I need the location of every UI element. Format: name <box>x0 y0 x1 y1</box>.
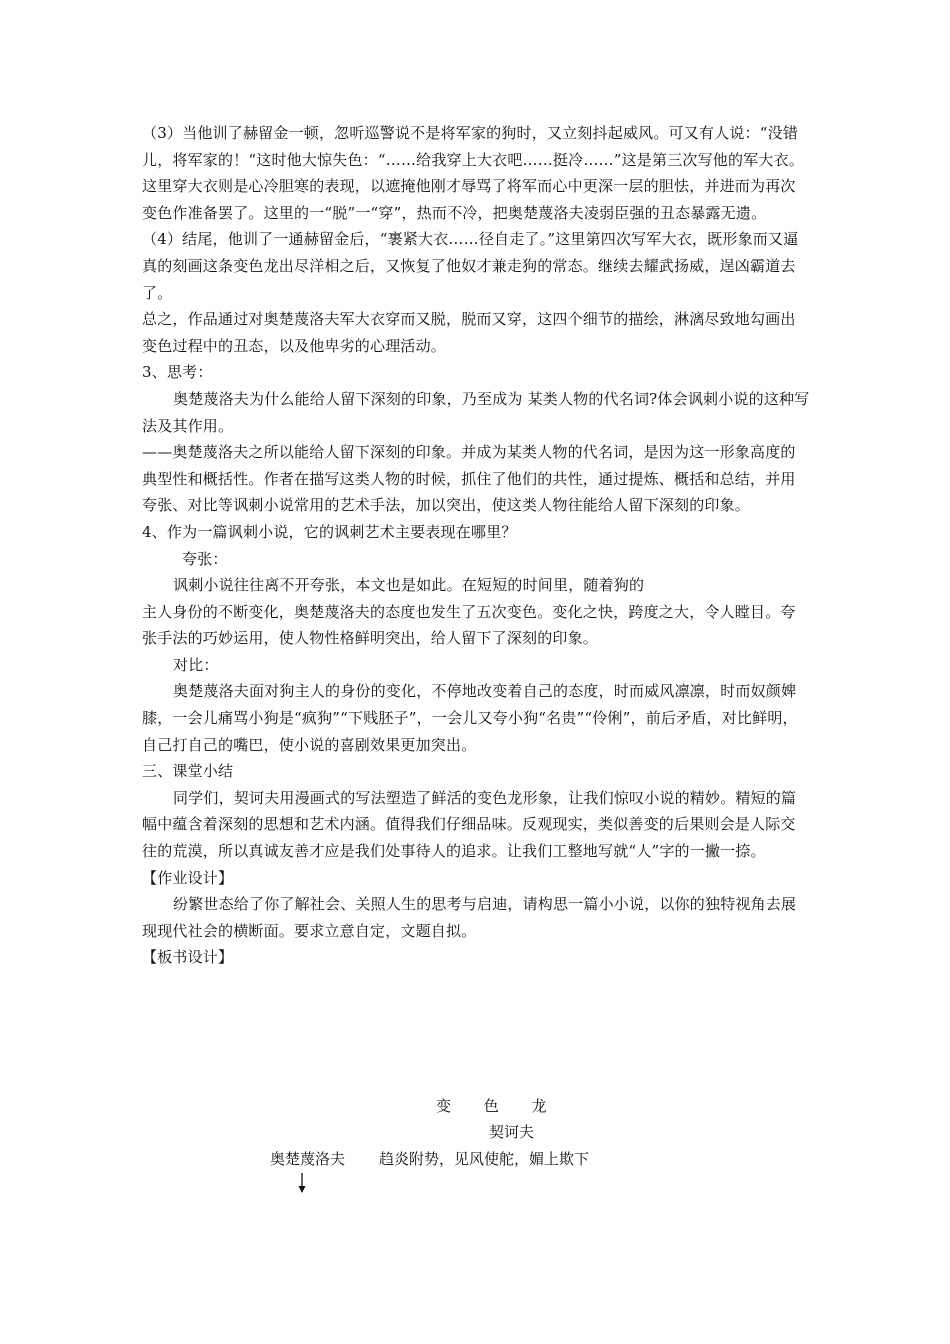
paragraph-point-4: （4）结尾，他训了一通赫留金后，“裹紧大衣……径自走了。”这里第四次写军大衣，既形象而又逼真的刻画这条变色龙出尽洋相之后，又恢复了他奴才兼走狗的常态。继续去耀武扬威，逞凶霸道去了。 <box>142 230 799 302</box>
paragraph-contrast: 奥楚蔑洛夫面对狗主人的身份的变化，不停地改变着自己的态度，时而威风凛凛，时而奴颜婢膝，一会儿痛骂小狗是“疯狗”“下贱胚子”，一会儿又夸小狗“名贵”“伶俐”，前后矛盾，对比鲜明，自己打自己的嘴巴，使小说的喜剧效果更加突出。 <box>142 682 798 754</box>
down-arrow-icon <box>296 1172 308 1194</box>
paragraph-exaggeration-cont: 主人身份的不断变化，奥楚蔑洛夫的态度也发生了五次变色。变化之快，跨度之大，令人瞠目。夸张手法的巧妙运用，使人物性格鲜明突出，给人留下了深刻的印象。 <box>142 602 796 648</box>
subheading-exaggeration: 夸张： <box>182 549 228 568</box>
heading-homework: 【作业设计】 <box>142 868 234 887</box>
subheading-contrast: 对比： <box>173 655 219 674</box>
paragraph-point-3: （3）当他训了赫留金一顿，忽听巡警说不是将军家的狗时，又立刻抖起威风。可又有人说：“没错儿，将军家的！“这时他大惊失色：“……给我穿上大衣吧……挺冷……”这是第三次写他的军大衣。这里穿大衣则是心冷胆寒的表现，以遮掩他刚才辱骂了将军而心中更深一层的胆怯，并进而为再次变色作准备罢了。这里的一“脱”一“穿”，热而不冷，把奥楚蔑洛夫凌弱臣强的丑态暴露无遗。 <box>142 124 805 222</box>
paragraph-homework: 纷繁世态给了你了解社会、关照人生的思考与启迪，请构思一篇小小说，以你的独特视角去展现现代社会的横断面。要求立意自定，文题自拟。 <box>142 895 797 940</box>
document-body <box>142 120 810 971</box>
board-traits: 趋炎附势，见风使舵，媚上欺下 <box>379 1150 590 1168</box>
board-title: 变 色 龙 <box>436 1097 561 1115</box>
heading-think: 3、思考： <box>142 363 213 382</box>
board-person: 奥楚蔑洛夫 <box>270 1150 346 1168</box>
paragraph-summary: 总之，作品通过对奥楚蔑洛夫军大衣穿而又脱，脱而又穿，这四个细节的描绘，淋漓尽致地勾画出变色过程中的丑态，以及他卑劣的心理活动。 <box>142 310 796 355</box>
heading-board-design: 【板书设计】 <box>142 948 234 967</box>
paragraph-class-summary: 同学们，契诃夫用漫画式的写法塑造了鲜活的变色龙形象，让我们惊叹小说的精妙。精短的篇幅中蕴含着深刻的思想和艺术内涵。值得我们仔细品味。反观现实，类似善变的后果则会是人际交往的荒漠，所以真诚友善才应是我们处事待人的追求。让我们工整地写就“人”字的一撇一捺。 <box>142 788 797 861</box>
heading-class-summary: 三、课堂小结 <box>142 762 234 781</box>
heading-satire-art: 4、作为一篇讽刺小说，它的讽刺艺术主要表现在哪里？ <box>142 522 517 541</box>
paragraph-exaggeration-start: 讽刺小说往往离不开夸张，本文也是如此。在短短的时间里，随着狗的 <box>173 576 645 595</box>
paragraph-answer: ——奥楚蔑洛夫之所以能给人留下深刻的印象。并成为某类人物的代名词，是因为这一形象高度的典型性和概括性。作者在描写这类人物的时候，抓住了他们的共性，通过提炼、概括和总结，并用夸张、对比等讽刺小说常用的艺术手法，加以突出，使这类人物往能给人留下深刻的印象。 <box>142 443 796 515</box>
board-author: 契诃夫 <box>489 1123 535 1141</box>
paragraph-question: 奥楚蔑洛夫为什么能给人留下深刻的印象，乃至成为 某类人物的代名词?体会讽刺小说的这种写法及其作用。 <box>142 389 810 435</box>
